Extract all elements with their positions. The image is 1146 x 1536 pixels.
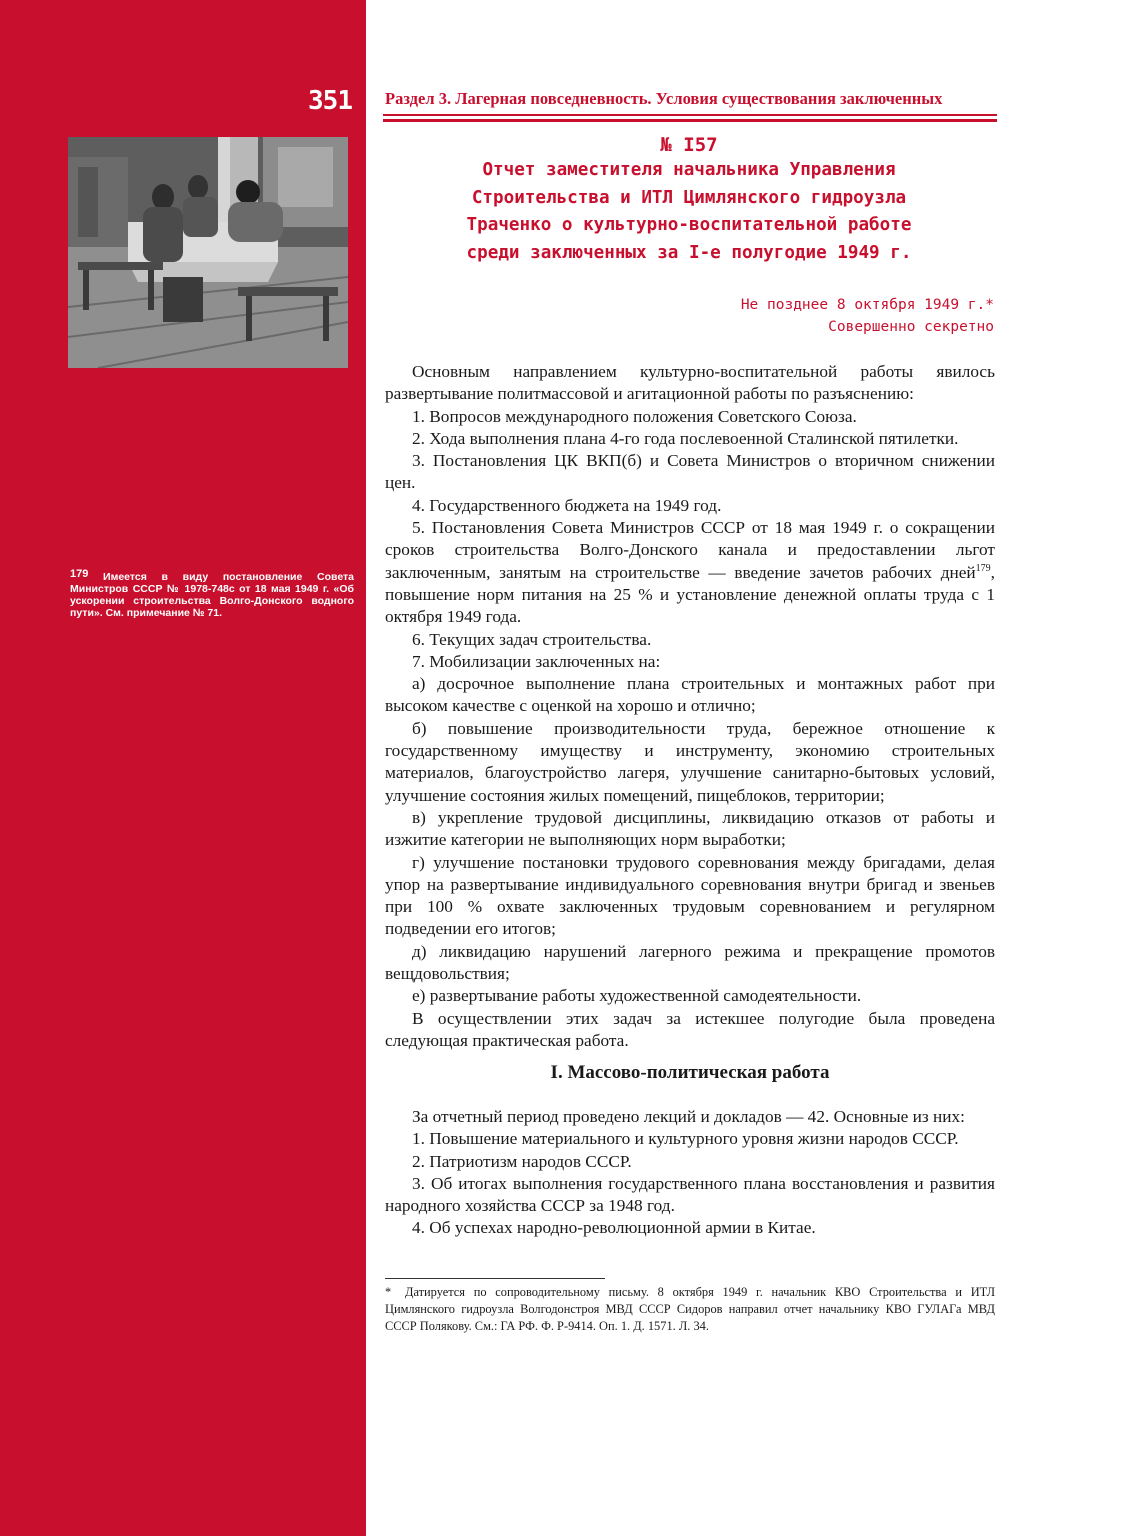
list-item [385, 517, 995, 628]
list-item: 2. Патриотизм народов СССР. [412, 1151, 632, 1171]
document-classification: Совершенно секретно [828, 319, 994, 335]
document-number: № I57 [660, 134, 718, 156]
list-item: 1. Повышение материального и культурного уровня жизни народов СССР. [412, 1129, 959, 1149]
archival-photo [68, 137, 348, 368]
list-item: 3. Об итогах выполнения государственного плана восстановления и развития народного хозяйства СССР за 1948 год. [385, 1173, 995, 1216]
main-text [385, 361, 995, 1052]
item5-text: 5. Постановления Совета Министров СССР от 18 мая 1949 г. о сокращении сроков строительства Волго-Донского канала и предоставлении льгот заключенным, занятым на строительстве — введение зачетов рабочих дней [385, 518, 995, 582]
list-item: г) улучшение постановки трудового соревнования между бригадами, делая упор на развертывание индивидуального соревнования внутри бригад и звеньев при 100 % охвате заключенных трудовым соревнованием и регулярном подведении его итогов; [385, 852, 995, 939]
document-title-line: среди заключенных за I-е полугодие 1949 г. [466, 242, 912, 263]
list-item: а) досрочное выполнение плана строительных и монтажных работ при высоком качестве с оценкой на хорошо и отлично; [385, 674, 995, 716]
list-item: 1. Вопросов международного положения Советского Союза. [412, 406, 857, 426]
footnote-ref: 179 [975, 562, 991, 574]
paragraph: Основным направлением культурно-воспитательной работы явилось развертывание политмассовой и агитационной работы по разъяснению: [385, 362, 995, 404]
list-item: 7. Мобилизации заключенных на: [412, 651, 661, 671]
list-item: е) развертывание работы художественной самодеятельности. [412, 986, 862, 1006]
document-title-line: Траченко о культурно-воспитательной работе [466, 215, 912, 235]
side-footnote [70, 568, 354, 619]
paragraph: В осуществлении этих задач за истекшее полугодие была проведена следующая практическая работа. [385, 1008, 995, 1050]
running-header: Раздел 3. Лагерная повседневность. Условия существования заключенных [385, 89, 943, 108]
footnote-mark: * [385, 1285, 392, 1299]
section-text [385, 1106, 995, 1240]
footnote-text: Датируется по сопроводительному письму. 8 октября 1949 г. начальник КВО Строительства и ИТЛ Цимлянского гидроузла Волгодонстроя МВД СССР Сидоров направил отчет начальнику КВО ГУЛАГа МВД СССР Полякову. См.: ГА РФ. Ф. Р-9414. Оп. 1. Д. 1571. Л. 34. [385, 1285, 995, 1333]
section-heading: I. Массово-политическая работа [550, 1062, 830, 1083]
page-number: 351 [308, 86, 352, 116]
paragraph: За отчетный период проведено лекций и докладов — 42. Основные из них: [412, 1107, 965, 1126]
list-item: д) ликвидацию нарушений лагерного режима и прекращение промотов вещдовольствия; [385, 941, 995, 984]
header-rule-bottom [383, 119, 997, 122]
side-footnote-number: 179 [70, 568, 89, 580]
document-title-line: Отчет заместителя начальника Управления [482, 160, 896, 180]
list-item: в) укрепление трудовой дисциплины, ликвидацию отказов от работы и изжитие категории не выполняющих норм выработки; [385, 807, 995, 850]
list-item: б) повышение производительности труда, бережное отношение к государственному имуществу и инструменту, экономию строительных материалов, благоустройство лагеря, улучшение санитарно-бытовых условий, улучшение состояния жилых помещений, пищеблоков, территории; [385, 718, 995, 805]
footnote [385, 1284, 995, 1335]
document-title-block [380, 133, 998, 267]
document-title-line: Строительства и ИТЛ Цимлянского гидроузла [471, 187, 907, 208]
item5-text-cont: , повышение норм питания на 25 % и установление денежной оплаты труда с 1 октября 1949 года. [385, 562, 995, 627]
list-item: 3. Постановления ЦК ВКП(б) и Совета Министров о вторичном снижении цен. [385, 451, 995, 493]
list-item: 6. Текущих задач строительства. [412, 629, 652, 649]
document-date: Не позднее 8 октября 1949 г.* [740, 297, 994, 313]
side-footnote-text: Имеется в виду постановление Совета Министров СССР № 1978-748с от 18 мая 1949 г. «Об ускорении строительства Волго-Донского водного пути». См. примечание № 71. [70, 571, 355, 619]
header-rule-top [383, 114, 997, 116]
footnote-rule [385, 1278, 605, 1279]
list-item: 4. Об успехах народно-революционной армии в Китае. [412, 1218, 816, 1238]
document-meta [600, 294, 994, 338]
list-item: 2. Хода выполнения плана 4-го года послевоенной Сталинской пятилетки. [412, 428, 959, 448]
list-item: 4. Государственного бюджета на 1949 год. [412, 495, 722, 515]
archival-photo-image [68, 137, 348, 368]
